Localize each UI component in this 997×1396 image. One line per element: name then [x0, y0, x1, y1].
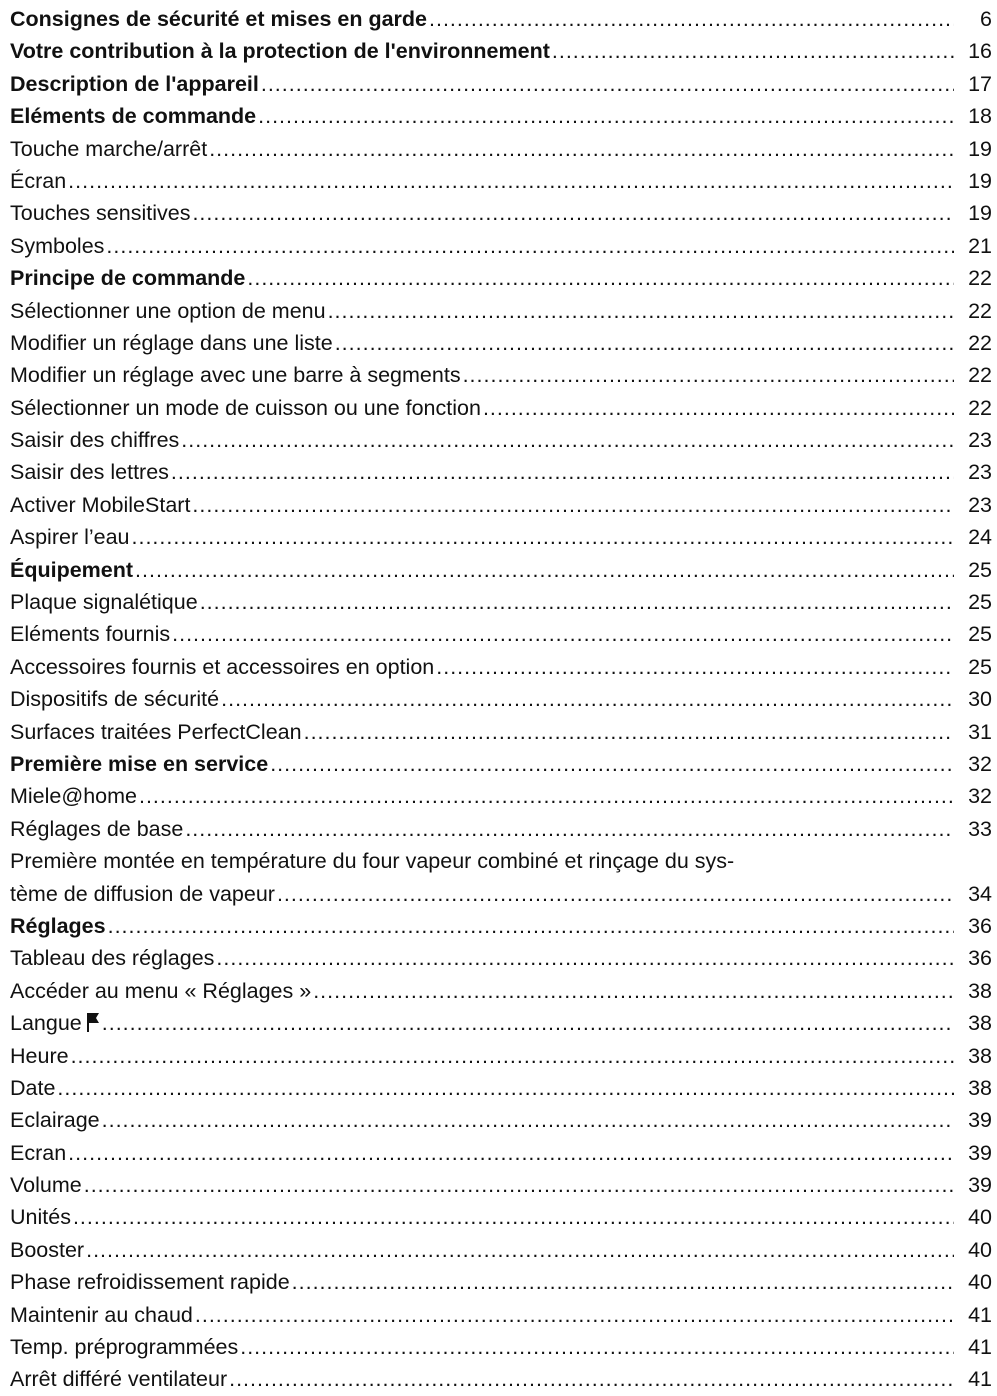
toc-entry-text: Touche marche/arrêt — [10, 136, 208, 161]
toc-entry-title — [10, 1299, 193, 1331]
toc-entry[interactable] — [10, 1007, 992, 1039]
dot-leader — [270, 748, 954, 780]
toc-entry-text: Équipement — [10, 557, 134, 582]
toc-entry-text: Description de l'appareil — [10, 71, 259, 96]
toc-page-number: 38 — [968, 1043, 992, 1068]
toc-entry-title — [10, 424, 179, 456]
dot-leader — [108, 910, 954, 942]
toc-page-number: 40 — [968, 1270, 992, 1295]
toc-entry-title — [10, 748, 268, 780]
toc-page-number: 40 — [968, 1205, 992, 1230]
dot-leader — [436, 651, 954, 683]
dot-leader — [292, 1266, 954, 1298]
toc-page-number: 22 — [968, 395, 992, 420]
dot-leader — [185, 813, 954, 845]
dot-leader — [86, 1234, 954, 1266]
toc-page-number: 31 — [968, 719, 992, 744]
toc-entry-title — [10, 230, 104, 262]
toc-page-number: 30 — [968, 687, 992, 712]
dot-leader — [240, 1331, 954, 1363]
toc-entry-text: Aspirer l’eau — [10, 525, 130, 550]
toc-entry-text: Consignes de sécurité et mises en garde — [10, 7, 428, 31]
toc-entry-text: Phase refroidissement rapide — [10, 1270, 290, 1295]
toc-page-number: 41 — [968, 1302, 992, 1327]
toc-page-number: 39 — [968, 1108, 992, 1133]
toc-entry-title — [10, 1266, 290, 1298]
toc-entry-text: Réglages de base — [10, 816, 184, 841]
toc-page-number: 24 — [968, 525, 992, 550]
toc-entry-text: Sélectionner un mode de cuisson ou une fonction — [10, 395, 481, 420]
toc-entry[interactable] — [10, 1072, 992, 1104]
toc-entry[interactable] — [10, 942, 992, 974]
toc-entry[interactable] — [10, 424, 992, 456]
toc-page-number: 33 — [968, 816, 992, 841]
toc-page-number: 23 — [968, 460, 992, 485]
dot-leader — [135, 554, 954, 586]
toc-page-number: 19 — [968, 168, 992, 193]
toc-entry[interactable] — [10, 780, 992, 812]
toc-entry[interactable] — [10, 3, 992, 35]
toc-entry-text: Booster — [10, 1237, 85, 1262]
dot-leader — [429, 3, 954, 35]
toc-entry-text: Sélectionner une option de menu — [10, 298, 326, 323]
toc-entry-line2 — [10, 878, 992, 910]
toc-entry[interactable] — [10, 262, 992, 294]
toc-entry[interactable] — [10, 586, 992, 618]
dot-leader — [229, 1363, 954, 1395]
toc-entry-title — [10, 716, 302, 748]
toc-entry-text: Eléments de commande — [10, 104, 257, 129]
toc-page-number: 6 — [980, 7, 992, 31]
toc-entry[interactable] — [10, 813, 992, 845]
toc-page-number: 22 — [968, 298, 992, 323]
dot-leader — [463, 359, 954, 391]
dot-leader — [71, 1040, 954, 1072]
dot-leader — [261, 68, 954, 100]
toc-entry[interactable] — [10, 295, 992, 327]
toc-entry[interactable] — [10, 1201, 992, 1233]
dot-leader — [209, 133, 954, 165]
dot-leader — [200, 586, 954, 618]
toc-page-number: 17 — [968, 71, 992, 96]
toc-entry[interactable] — [10, 392, 992, 424]
toc-entry-text: Miele@home — [10, 784, 137, 809]
dot-leader — [328, 295, 954, 327]
toc-entry-title — [10, 975, 311, 1007]
dot-leader — [73, 1201, 954, 1233]
toc-entry[interactable] — [10, 651, 992, 683]
toc-entry[interactable] — [10, 748, 992, 780]
toc-entry[interactable] — [10, 521, 992, 553]
toc-entry-title — [10, 3, 427, 35]
dot-leader — [552, 35, 954, 67]
toc-entry-title — [10, 327, 333, 359]
toc-entry-title — [10, 295, 326, 327]
toc-entry-title — [10, 133, 207, 165]
toc-entry-text: Écran — [10, 168, 67, 193]
toc-entry-text: Votre contribution à la protection de l'environnement — [10, 39, 550, 64]
dot-leader — [335, 327, 954, 359]
toc-page-number: 23 — [968, 492, 992, 517]
dot-leader — [483, 392, 954, 424]
toc-entry-title — [10, 651, 434, 683]
dot-leader — [192, 197, 954, 229]
toc-entry-title — [10, 68, 259, 100]
toc-entry-title — [10, 1137, 66, 1169]
toc-entry[interactable] — [10, 489, 992, 521]
dot-leader — [258, 100, 954, 132]
toc-entry-text: Première mise en service — [10, 751, 269, 776]
toc-page-number: 25 — [968, 557, 992, 582]
toc-entry-title — [10, 813, 183, 845]
toc-entry-title — [10, 262, 245, 294]
toc-page-number: 22 — [968, 363, 992, 388]
toc-page-number: 38 — [968, 1075, 992, 1100]
toc-entry[interactable] — [10, 683, 992, 715]
toc-entry-title — [10, 1040, 69, 1072]
dot-leader — [195, 1299, 954, 1331]
toc-page-number: 39 — [968, 1173, 992, 1198]
toc-page-number: 39 — [968, 1140, 992, 1165]
toc-entry-title — [10, 1201, 71, 1233]
toc-entry[interactable] — [10, 197, 992, 229]
toc-page-number: 18 — [968, 104, 992, 129]
toc-entry[interactable] — [10, 100, 992, 132]
toc-entry[interactable] — [10, 1104, 992, 1136]
toc-page-number: 34 — [968, 881, 992, 906]
toc-entry-text: Saisir des chiffres — [10, 428, 180, 453]
toc-entry[interactable] — [10, 68, 992, 100]
toc-entry-title — [10, 197, 190, 229]
toc-entry[interactable] — [10, 1299, 992, 1331]
toc-entry-title — [10, 165, 66, 197]
toc-page-number: 38 — [968, 978, 992, 1003]
toc-entry[interactable] — [10, 1169, 992, 1201]
dot-leader — [277, 878, 954, 910]
toc-entry[interactable] — [10, 554, 992, 586]
dot-leader — [313, 975, 954, 1007]
toc-page-number: 21 — [968, 233, 992, 258]
toc-page-number: 36 — [968, 946, 992, 971]
toc-entry-title — [10, 489, 190, 521]
toc-entry-title — [10, 1104, 100, 1136]
toc-entry[interactable] — [10, 1040, 992, 1072]
toc-entry-title — [10, 100, 256, 132]
toc-entry-text: Volume — [10, 1173, 82, 1198]
toc-page-number: 36 — [968, 913, 992, 938]
toc-entry[interactable] — [10, 1331, 992, 1363]
toc-entry[interactable] — [10, 456, 992, 488]
flag-icon — [86, 1009, 100, 1029]
toc-entry-title — [10, 1363, 227, 1395]
toc-entry-text: Eclairage — [10, 1108, 100, 1133]
toc-entry-text: Tableau des réglages — [10, 946, 215, 971]
toc-entry[interactable] — [10, 1363, 992, 1395]
toc-entry-text: Touches sensitives — [10, 201, 191, 226]
toc-entry-title — [10, 35, 550, 67]
toc-entry-text: Temp. préprogrammées — [10, 1335, 239, 1360]
dot-leader — [68, 165, 954, 197]
toc-entry[interactable] — [10, 230, 992, 262]
toc-entry-text: Réglages — [10, 913, 106, 938]
dot-leader — [247, 262, 954, 294]
toc-page-number: 25 — [968, 622, 992, 647]
dot-leader — [221, 683, 954, 715]
dot-leader — [106, 230, 954, 262]
toc-page-number: 23 — [968, 428, 992, 453]
toc-entry-text: Accessoires fournis et accessoires en option — [10, 654, 435, 679]
toc-entry-text: Modifier un réglage dans une liste — [10, 330, 333, 355]
toc-page-number: 40 — [968, 1237, 992, 1262]
toc-entry[interactable] — [10, 1266, 992, 1298]
dot-leader — [102, 1104, 954, 1136]
toc-entry-title — [10, 1234, 84, 1266]
toc-page-number: 25 — [968, 590, 992, 615]
toc-entry-title — [10, 554, 133, 586]
toc-entry-text: Saisir des lettres — [10, 460, 169, 485]
toc-entry[interactable] — [10, 845, 992, 910]
dot-leader — [171, 456, 954, 488]
toc-entry-text: Heure — [10, 1043, 69, 1068]
toc-entry-title — [10, 910, 106, 942]
toc-entry-title — [10, 780, 137, 812]
dot-leader — [139, 780, 954, 812]
toc-entry-text: Ecran — [10, 1140, 67, 1165]
dot-leader — [68, 1137, 954, 1169]
toc-entry-title — [10, 1072, 55, 1104]
dot-leader — [172, 618, 954, 650]
toc-entry-text: Surfaces traitées PerfectClean — [10, 719, 302, 744]
toc-page-number: 22 — [968, 266, 992, 291]
toc-entry-text: Unités — [10, 1205, 71, 1230]
dot-leader — [192, 489, 954, 521]
toc-page-number: 41 — [968, 1335, 992, 1360]
toc-page-number: 32 — [968, 784, 992, 809]
toc-entry[interactable] — [10, 165, 992, 197]
toc-entry-title — [10, 521, 130, 553]
toc-entry-text: Plaque signalétique — [10, 590, 198, 615]
toc-entry-title — [10, 392, 481, 424]
toc-entry-text: Modifier un réglage avec une barre à segments — [10, 363, 461, 388]
toc-entry[interactable] — [10, 133, 992, 165]
toc-entry-text: Principe de commande — [10, 266, 246, 291]
dot-leader — [132, 521, 955, 553]
dot-leader — [181, 424, 954, 456]
toc-page-number: 22 — [968, 330, 992, 355]
toc-entry[interactable] — [10, 327, 992, 359]
toc-page-number: 16 — [968, 39, 992, 64]
toc-entry-title — [10, 1331, 238, 1363]
dot-leader — [102, 1007, 954, 1039]
toc-entry-title — [10, 586, 198, 618]
toc-entry[interactable] — [10, 35, 992, 67]
toc-entry-title — [10, 359, 461, 391]
toc-page-number: 19 — [968, 136, 992, 161]
toc-entry-text: Eléments fournis — [10, 622, 171, 647]
toc-entry-text: Accéder au menu « Réglages » — [10, 978, 312, 1003]
toc-entry-title: Première montée en température du four vapeur combiné et rinçage du sys- — [10, 849, 735, 874]
dot-leader — [57, 1072, 954, 1104]
toc-entry[interactable] — [10, 618, 992, 650]
toc-entry-title-continued: tème de diffusion de vapeur — [10, 881, 275, 906]
dot-leader — [304, 716, 954, 748]
toc-entry[interactable] — [10, 910, 992, 942]
dot-leader — [84, 1169, 954, 1201]
toc-entry[interactable] — [10, 1234, 992, 1266]
toc-entry-title — [10, 1007, 100, 1039]
toc-entry-text: Arrêt différé ventilateur — [10, 1367, 228, 1392]
toc-entry-title — [10, 456, 169, 488]
toc-page-number: 32 — [968, 751, 992, 776]
toc-entry-title — [10, 942, 214, 974]
toc-entry-title — [10, 683, 219, 715]
toc-entry-text: Date — [10, 1075, 56, 1100]
toc-entry-text: Langue — [10, 1011, 82, 1036]
toc-entry-text: Dispositifs de sécurité — [10, 687, 220, 712]
toc-page-number: 19 — [968, 201, 992, 226]
toc-entry[interactable] — [10, 359, 992, 391]
table-of-contents — [10, 3, 992, 1396]
toc-page-number: 25 — [968, 654, 992, 679]
toc-entry[interactable] — [10, 975, 992, 1007]
toc-entry-text: Symboles — [10, 233, 105, 258]
toc-entry-title — [10, 618, 170, 650]
toc-entry-text: Maintenir au chaud — [10, 1302, 193, 1327]
toc-page-number: 38 — [968, 1011, 992, 1036]
toc-entry[interactable] — [10, 716, 992, 748]
toc-page-number: 41 — [968, 1367, 992, 1392]
toc-entry-title — [10, 1169, 82, 1201]
toc-entry[interactable] — [10, 1137, 992, 1169]
toc-entry-text: Activer MobileStart — [10, 492, 191, 517]
dot-leader — [216, 942, 954, 974]
